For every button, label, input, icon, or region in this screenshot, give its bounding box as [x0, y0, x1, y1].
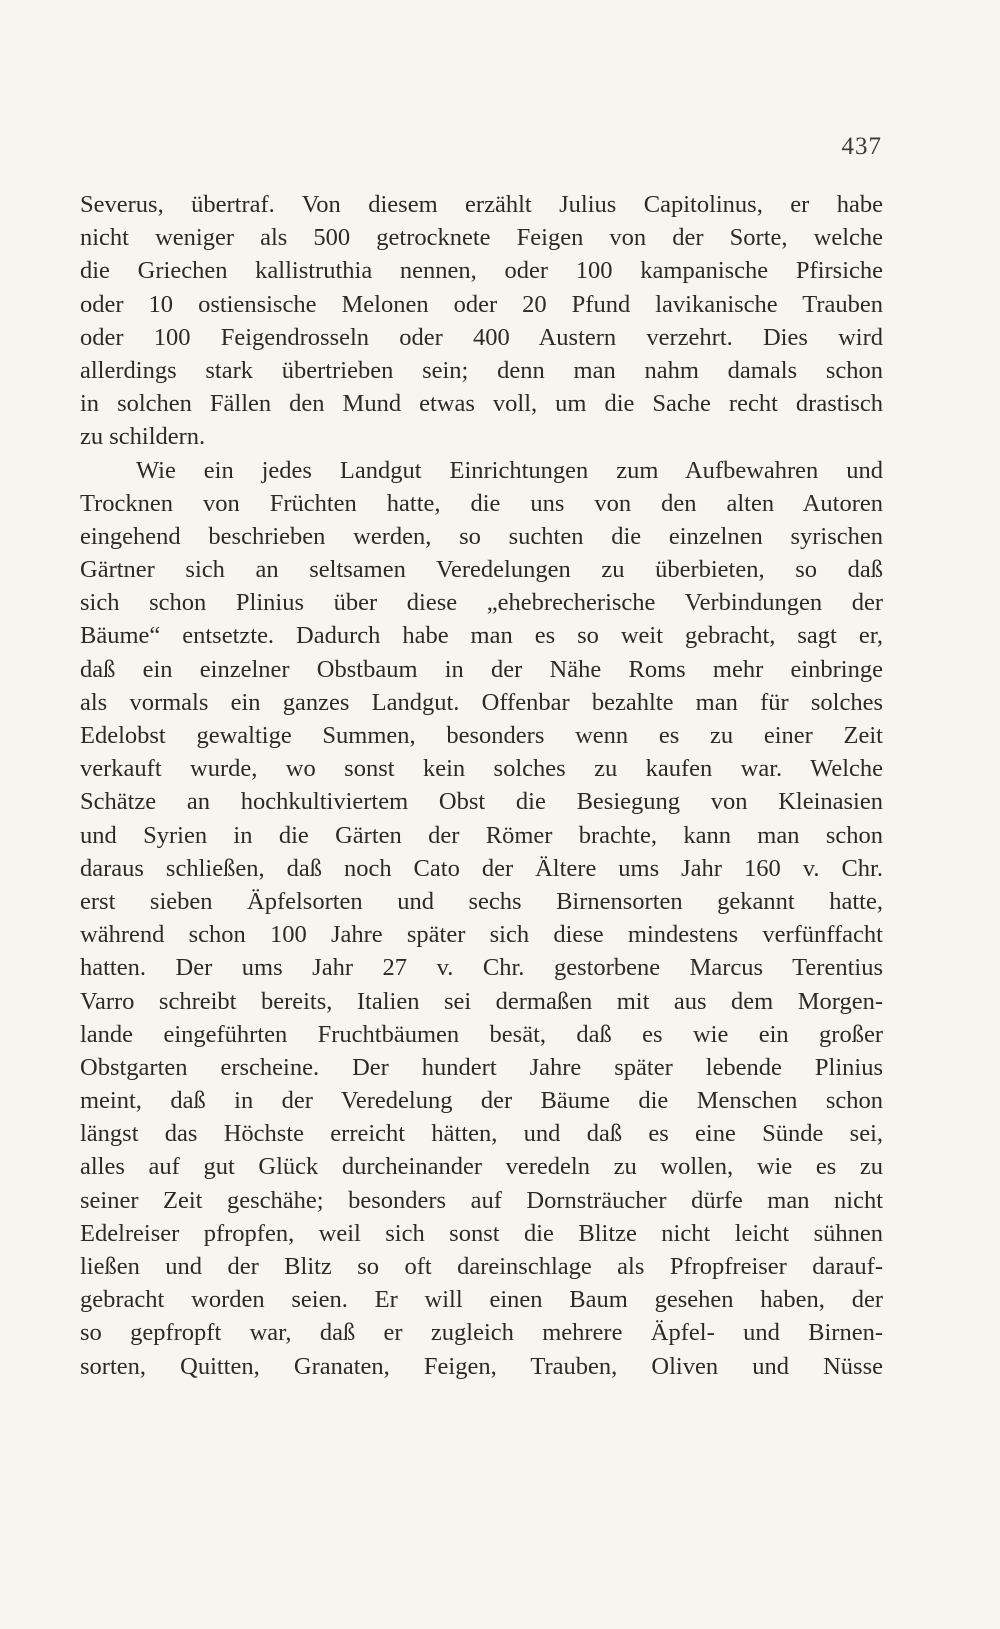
text-line: ließen und der Blitz so oft dareinschlage als Pfropfreiser darauf- [80, 1253, 883, 1280]
text-line: verkauft wurde, wo sonst kein solches zu kaufen war. Welche [80, 755, 883, 783]
text-line: Obstgarten erscheine. Der hundert Jahre später lebende Plinius [80, 1053, 883, 1081]
text-line: daß ein einzelner Obstbaum in der Nähe Roms mehr einbringe [80, 655, 883, 683]
page-number: 437 [841, 133, 882, 160]
text-line: Bäume“ entsetzte. Dadurch habe man es so weit gebracht, sagt er, [80, 622, 883, 650]
text-line: Edelobst gewaltige Summen, besonders wenn es zu einer Zeit [80, 722, 883, 749]
text-line: Severus, übertraf. Von diesem erzählt Julius Capitolinus, er habe [80, 191, 883, 218]
text-line: Wie ein jedes Landgut Einrichtungen zum Aufbewahren und [136, 456, 883, 484]
text-line: längst das Höchste erreicht hätten, und daß es eine Sünde sei, [80, 1120, 883, 1148]
text-line: allerdings stark übertrieben sein; denn man nahm damals schon [80, 356, 883, 384]
text-line: als vormals ein ganzes Landgut. Offenbar bezahlte man für solches [80, 688, 883, 716]
text-line: Schätze an hochkultiviertem Obst die Besiegung von Kleinasien [80, 788, 883, 816]
text-line: nicht weniger als 500 getrocknete Feigen von der Sorte, welche [80, 224, 883, 252]
text-line: sich schon Plinius über diese „ehebrecherische Verbindungen der [80, 589, 883, 617]
text-line: lande eingeführten Fruchtbäumen besät, daß es wie ein großer [80, 1020, 883, 1048]
text-line: Gärtner sich an seltsamen Veredelungen zu überbieten, so daß [80, 556, 883, 584]
text-line: Edelreiser pfropfen, weil sich sonst die Blitze nicht leicht sühnen [80, 1219, 883, 1247]
text-line: eingehend beschrieben werden, so suchten die einzelnen syrischen [80, 522, 883, 550]
text-line: meint, daß in der Veredelung der Bäume die Menschen schon [80, 1087, 883, 1115]
text-line: erst sieben Äpfelsorten und sechs Birnensorten gekannt hatte, [80, 887, 883, 915]
text-line: hatten. Der ums Jahr 27 v. Chr. gestorbene Marcus Terentius [80, 954, 883, 982]
text-line: zu schildern. [80, 423, 206, 451]
text-line: während schon 100 Jahre später sich diese mindestens verfünffacht [80, 921, 883, 949]
text-line: sorten, Quitten, Granaten, Feigen, Trauben, Oliven und Nüsse [80, 1352, 883, 1380]
text-line: Trocknen von Früchten hatte, die uns von den alten Autoren [80, 489, 883, 517]
text-line: und Syrien in die Gärten der Römer brachte, kann man schon [80, 821, 883, 849]
text-line: die Griechen kallistruthia nennen, oder 100 kampanische Pfirsiche [80, 257, 883, 285]
body-text [80, 188, 883, 1383]
text-line: gebracht worden seien. Er will einen Baum gesehen haben, der [80, 1286, 883, 1314]
text-line: in solchen Fällen den Mund etwas voll, um die Sache recht drastisch [80, 390, 883, 418]
text-line: daraus schließen, daß noch Cato der Ältere ums Jahr 160 v. Chr. [80, 854, 883, 882]
text-line: alles auf gut Glück durcheinander veredeln zu wollen, wie es zu [80, 1153, 883, 1181]
text-line: Varro schreibt bereits, Italien sei dermaßen mit aus dem Morgen- [80, 987, 883, 1015]
text-line: oder 10 ostiensische Melonen oder 20 Pfund lavikanische Trauben [80, 290, 883, 318]
text-line: so gepfropft war, daß er zugleich mehrere Äpfel- und Birnen- [80, 1319, 883, 1347]
text-line: oder 100 Feigendrosseln oder 400 Austern verzehrt. Dies wird [80, 323, 883, 351]
text-line: seiner Zeit geschähe; besonders auf Dornsträucher dürfe man nicht [80, 1186, 883, 1214]
